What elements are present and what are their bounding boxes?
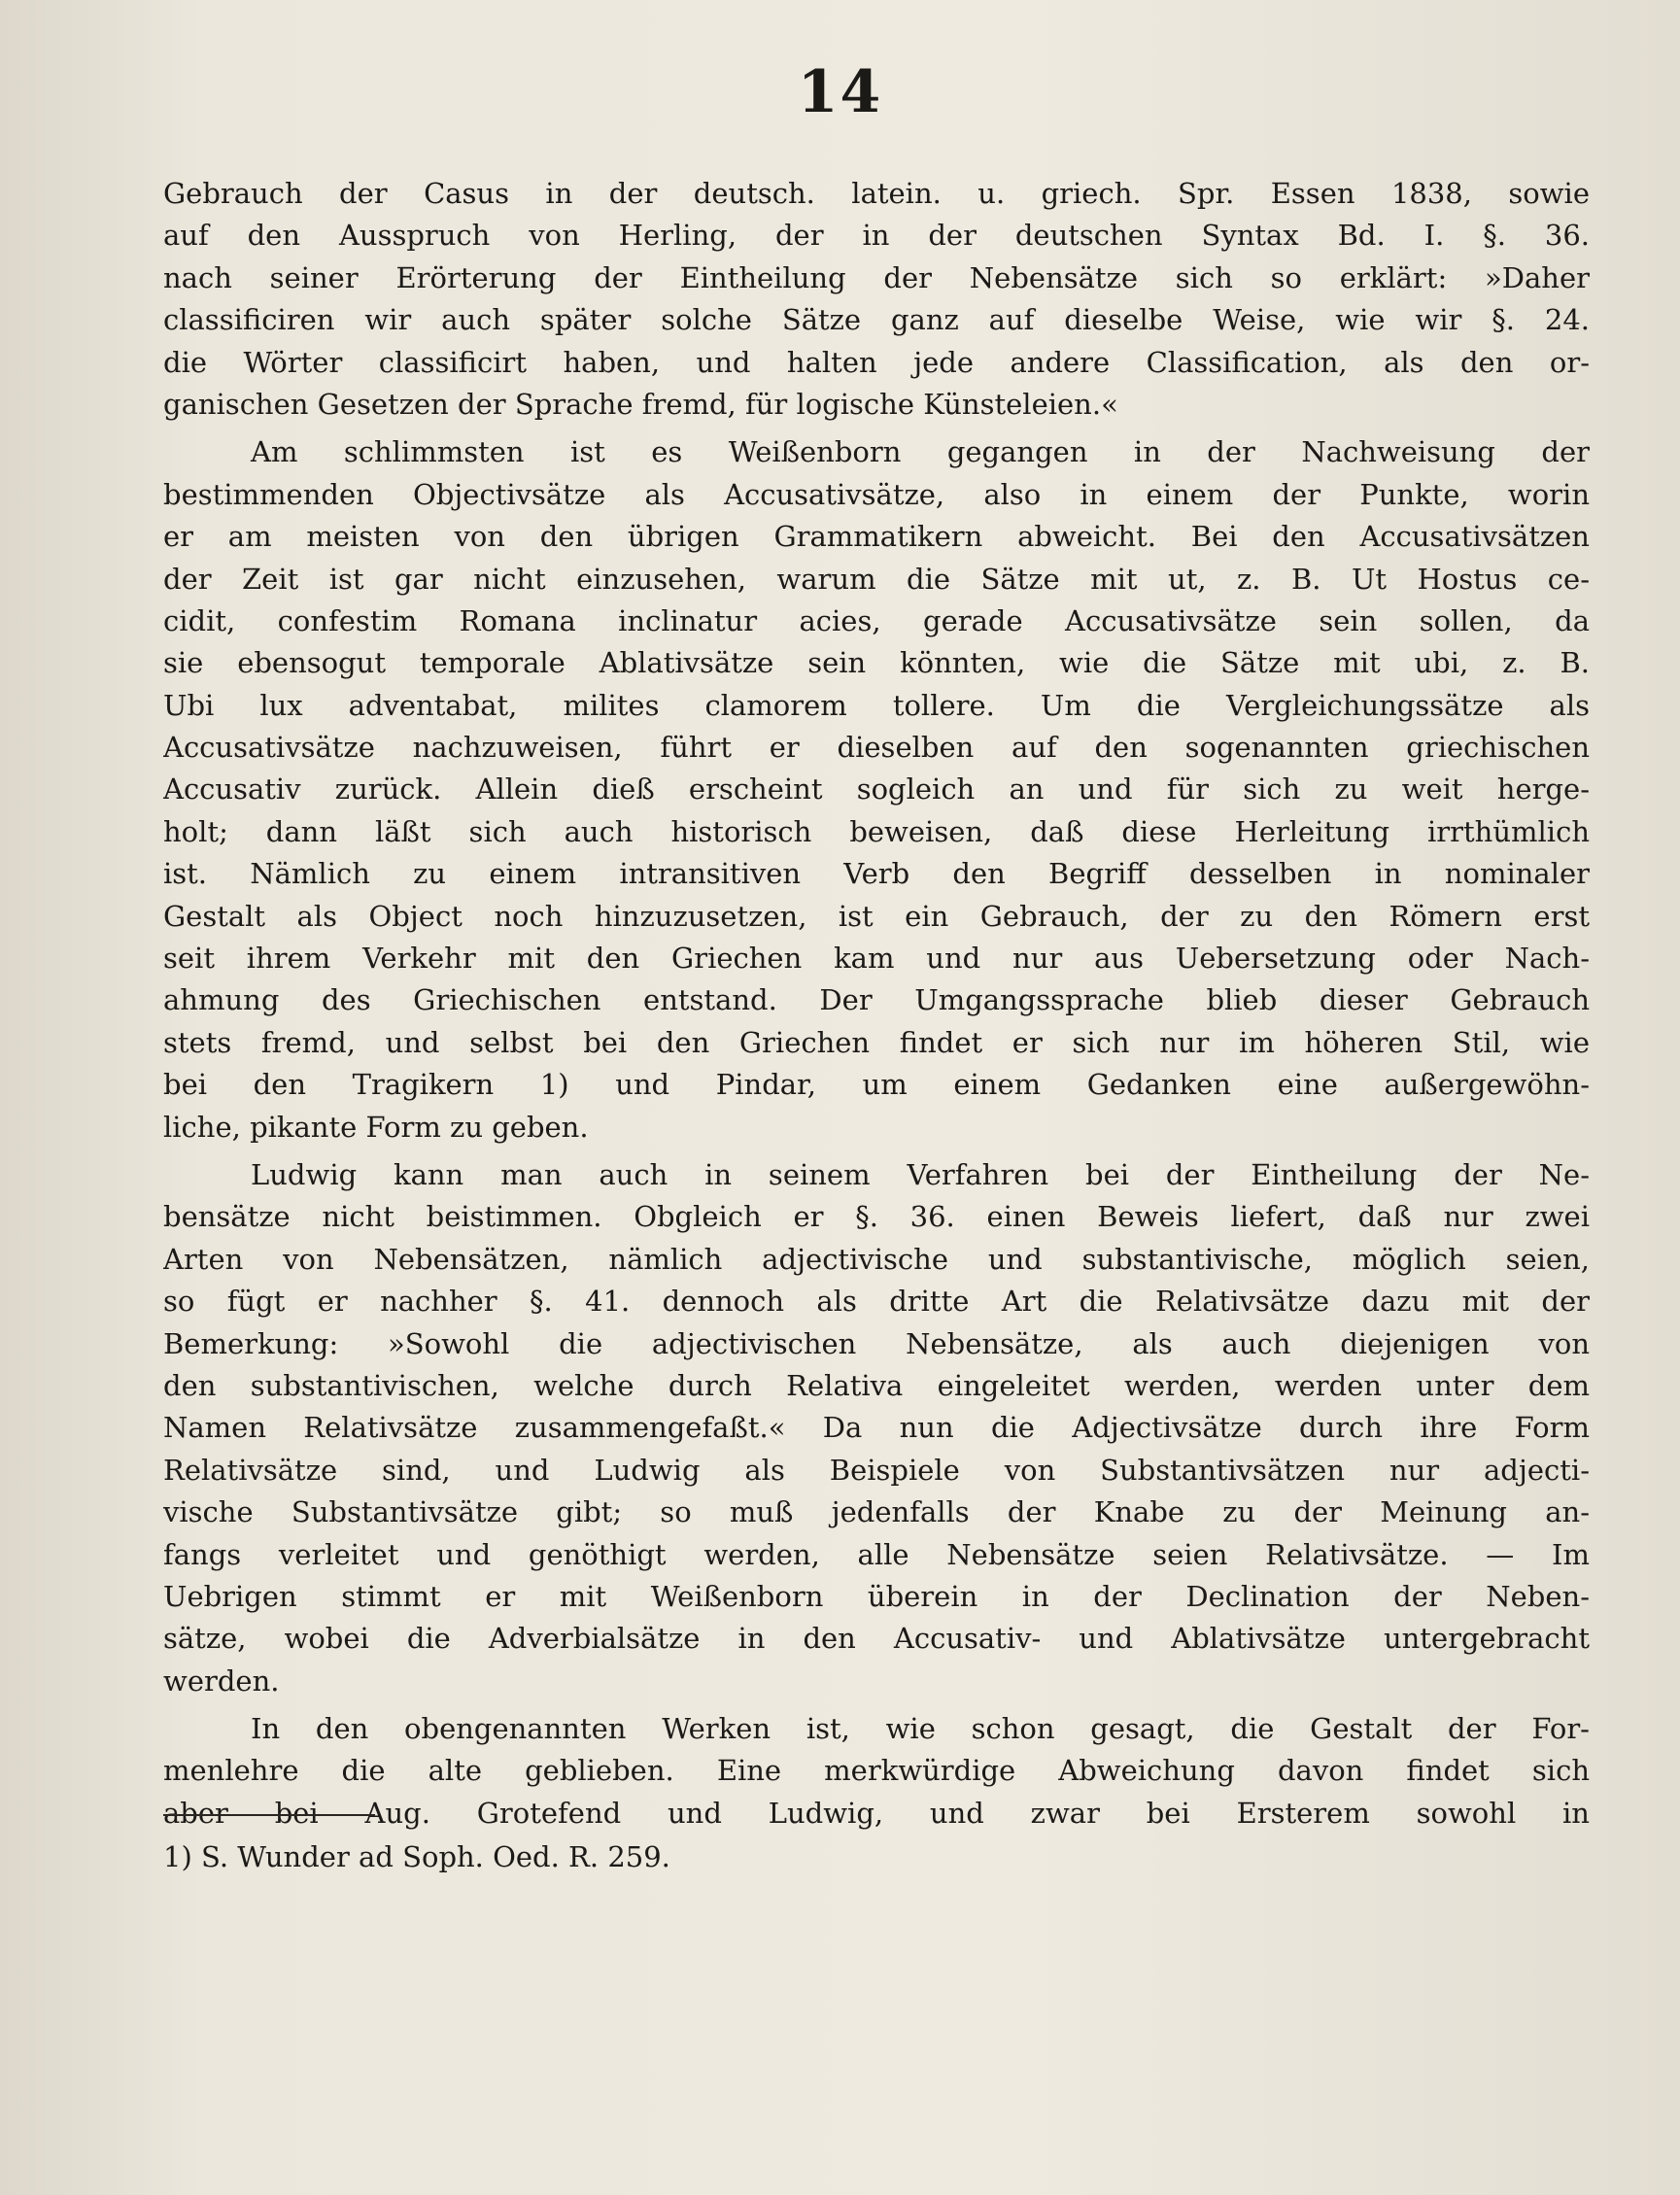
text-line: Arten von Nebensätzen, nämlich adjectivische und substantivische, möglich seien, [163,1242,1590,1276]
text-line: Gebrauch der Casus in der deutsch. latein. u. griech. Spr. Essen 1838, sowie [163,177,1590,210]
text-line: seit ihrem Verkehr mit den Griechen kam und nur aus Uebersetzung oder Nach- [163,942,1590,976]
text-line: Accusativ zurück. Allein dieß erscheint sogleich an und für sich zu weit herge- [163,772,1590,806]
text-line: fangs verleitet und genöthigt werden, alle Nebensätze seien Relativsätze. — Im [163,1537,1590,1571]
text-line: liche, pikante Form zu geben. [163,1110,589,1144]
text-line: cidit, confestim Romana inclinatur acies, gerade Accusativsätze sein sollen, da [163,603,1590,637]
text-line: die Wörter classificirt haben, und halten jede andere Classification, als den or- [163,345,1590,379]
text-line: sie ebensogut temporale Ablativsätze sein könnten, wie die Sätze mit ubi, z. B. [163,646,1590,680]
text-line: ist. Nämlich zu einem intransitiven Verb den Begriff desselben in nominaler [163,857,1590,891]
text-line: auf den Ausspruch von Herling, der in der deutschen Syntax Bd. I. §. 36. [163,219,1590,253]
page-number: 14 [797,58,883,126]
text-line: stets fremd, und selbst bei den Griechen findet er sich nur im höheren Stil, wie [163,1025,1590,1059]
text-line: classificiren wir auch später solche Sätze ganz auf dieselbe Weise, wie wir §. 24. [163,303,1590,337]
text-line: bestimmenden Objectivsätze als Accusativsätze, also in einem der Punkte, worin [163,477,1590,511]
text-line: Relativsätze sind, und Ludwig als Beispiele von Substantivsätzen nur adjecti- [163,1453,1590,1487]
text-line: den substantivischen, welche durch Relativa eingeleitet werden, werden unter dem [163,1368,1590,1402]
text-line: er am meisten von den übrigen Grammatikern abweicht. Bei den Accusativsätzen [163,520,1590,554]
text-line: so fügt er nachher §. 41. dennoch als dritte Art die Relativsätze dazu mit der [163,1285,1590,1319]
text-line: In den obengenannten Werken ist, wie schon gesagt, die Gestalt der For- [251,1712,1590,1746]
footnote-rule [163,1814,375,1816]
text-line: Bemerkung: »Sowohl die adjectivischen Nebensätze, als auch diejenigen von [163,1326,1590,1360]
main-text [163,173,1590,1835]
text-line: aber bei Aug. Grotefend und Ludwig, und zwar bei Ersterem sowohl in [163,1796,1590,1830]
text-line: Ludwig kann man auch in seinem Verfahren bei der Eintheilung der Ne- [251,1157,1590,1191]
text-line: Gestalt als Object noch hinzuzusetzen, ist ein Gebrauch, der zu den Römern erst [163,899,1590,933]
text-line: sätze, wobei die Adverbialsätze in den Accusativ- und Ablativsätze untergebracht [163,1622,1590,1656]
text-line: ahmung des Griechischen entstand. Der Umgangssprache blieb dieser Gebrauch [163,983,1590,1017]
text-line: holt; dann läßt sich auch historisch beweisen, daß diese Herleitung irrthümlich [163,814,1590,848]
text-line: Am schlimmsten ist es Weißenborn gegangen in der Nachweisung der [251,435,1590,469]
text-line: bensätze nicht beistimmen. Obgleich er §. 36. einen Beweis liefert, daß nur zwei [163,1200,1590,1234]
text-line: Ubi lux adventabat, milites clamorem tollere. Um die Vergleichungssätze als [163,688,1590,722]
text-line: menlehre die alte geblieben. Eine merkwürdige Abweichung davon findet sich [163,1754,1590,1788]
footnote: 1) S. Wunder ad Soph. Oed. R. 259. [163,1840,670,1873]
text-line: werden. [163,1663,280,1698]
text-line: ganischen Gesetzen der Sprache fremd, für logische Künsteleien.« [163,387,1118,421]
text-line: nach seiner Erörterung der Eintheilung der Nebensätze sich so erklärt: »Daher [163,260,1590,294]
text-line: vische Substantivsätze gibt; so muß jedenfalls der Knabe zu der Meinung an- [163,1495,1590,1529]
text-line: bei den Tragikern 1) und Pindar, um einem Gedanken eine außergewöhn- [163,1068,1590,1102]
text-line: Accusativsätze nachzuweisen, führt er dieselben auf den sogenannten griechischen [163,731,1590,765]
text-line: Namen Relativsätze zusammengefaßt.« Da nun die Adjectivsätze durch ihre Form [163,1411,1590,1445]
text-line: Uebrigen stimmt er mit Weißenborn überein in der Declination der Neben- [163,1579,1590,1613]
text-line: der Zeit ist gar nicht einzusehen, warum die Sätze mit ut, z. B. Ut Hostus ce- [163,562,1590,596]
